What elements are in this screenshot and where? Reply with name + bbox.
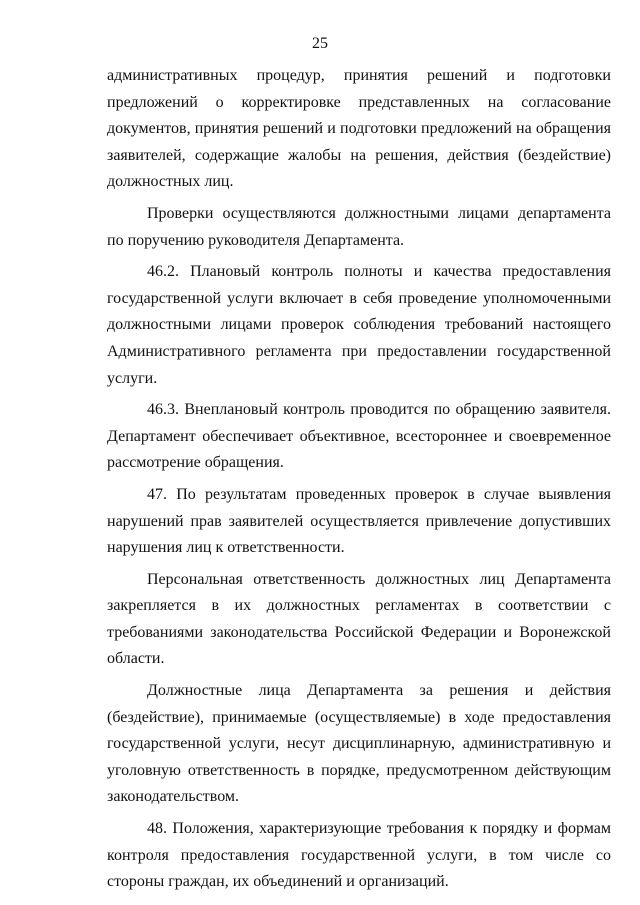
paragraph-inspections-assignment: Проверки осуществляются должностными лицами департамента по поручению руководителя Департамента. (107, 204, 611, 249)
document-body (107, 63, 611, 901)
paragraph-personal-responsibility: Персональная ответственность должностных лиц Департамента закрепляется в их должностных регламентах в соответствии с требованиями законодательства Российской Федерации и Воронежской области. (107, 570, 611, 668)
paragraph-46-3-unplanned-control: 46.3. Внеплановый контроль проводится по обращению заявителя. Департамент обеспечивает объективное, всестороннее и своевременное рассмотрение обращения. (107, 401, 611, 472)
paragraph-47-inspection-results: 47. По результатам проведенных проверок в случае выявления нарушений прав заявителей осуществляется привлечение допустивших нарушения лиц к ответственности. (107, 485, 611, 557)
paragraph-continuation: административных процедур, принятия решений и подготовки предложений о корректировке представленных на согласование документов, принятия решений и подготовки предложений на обращения заявителей, содержащие жалобы на решения, действия (бездействие) должностных лиц. (107, 67, 611, 191)
page-number: 25 (312, 35, 328, 52)
paragraph-officials-liability: Должностные лица Департамента за решения и действия (бездействие), принимаемые (осуществляемые) в ходе предоставления государственной услуги, несут дисциплинарную, административную и уголовную ответственность в порядке, предусмотренном действующим законодательством. (107, 682, 611, 806)
paragraph-46-2-planned-control: 46.2. Плановый контроль полноты и качества предоставления государственной услуги включает в себя проведение уполномоченными должностными лицами проверок соблюдения требований настоящего Административного регламента при предоставлении государственной услуги. (107, 263, 611, 387)
paragraph-48-control-provisions: 48. Положения, характеризующие требования к порядку и формам контроля предоставления государственной услуги, в том числе со стороны граждан, их объединений и организаций. (107, 820, 611, 891)
